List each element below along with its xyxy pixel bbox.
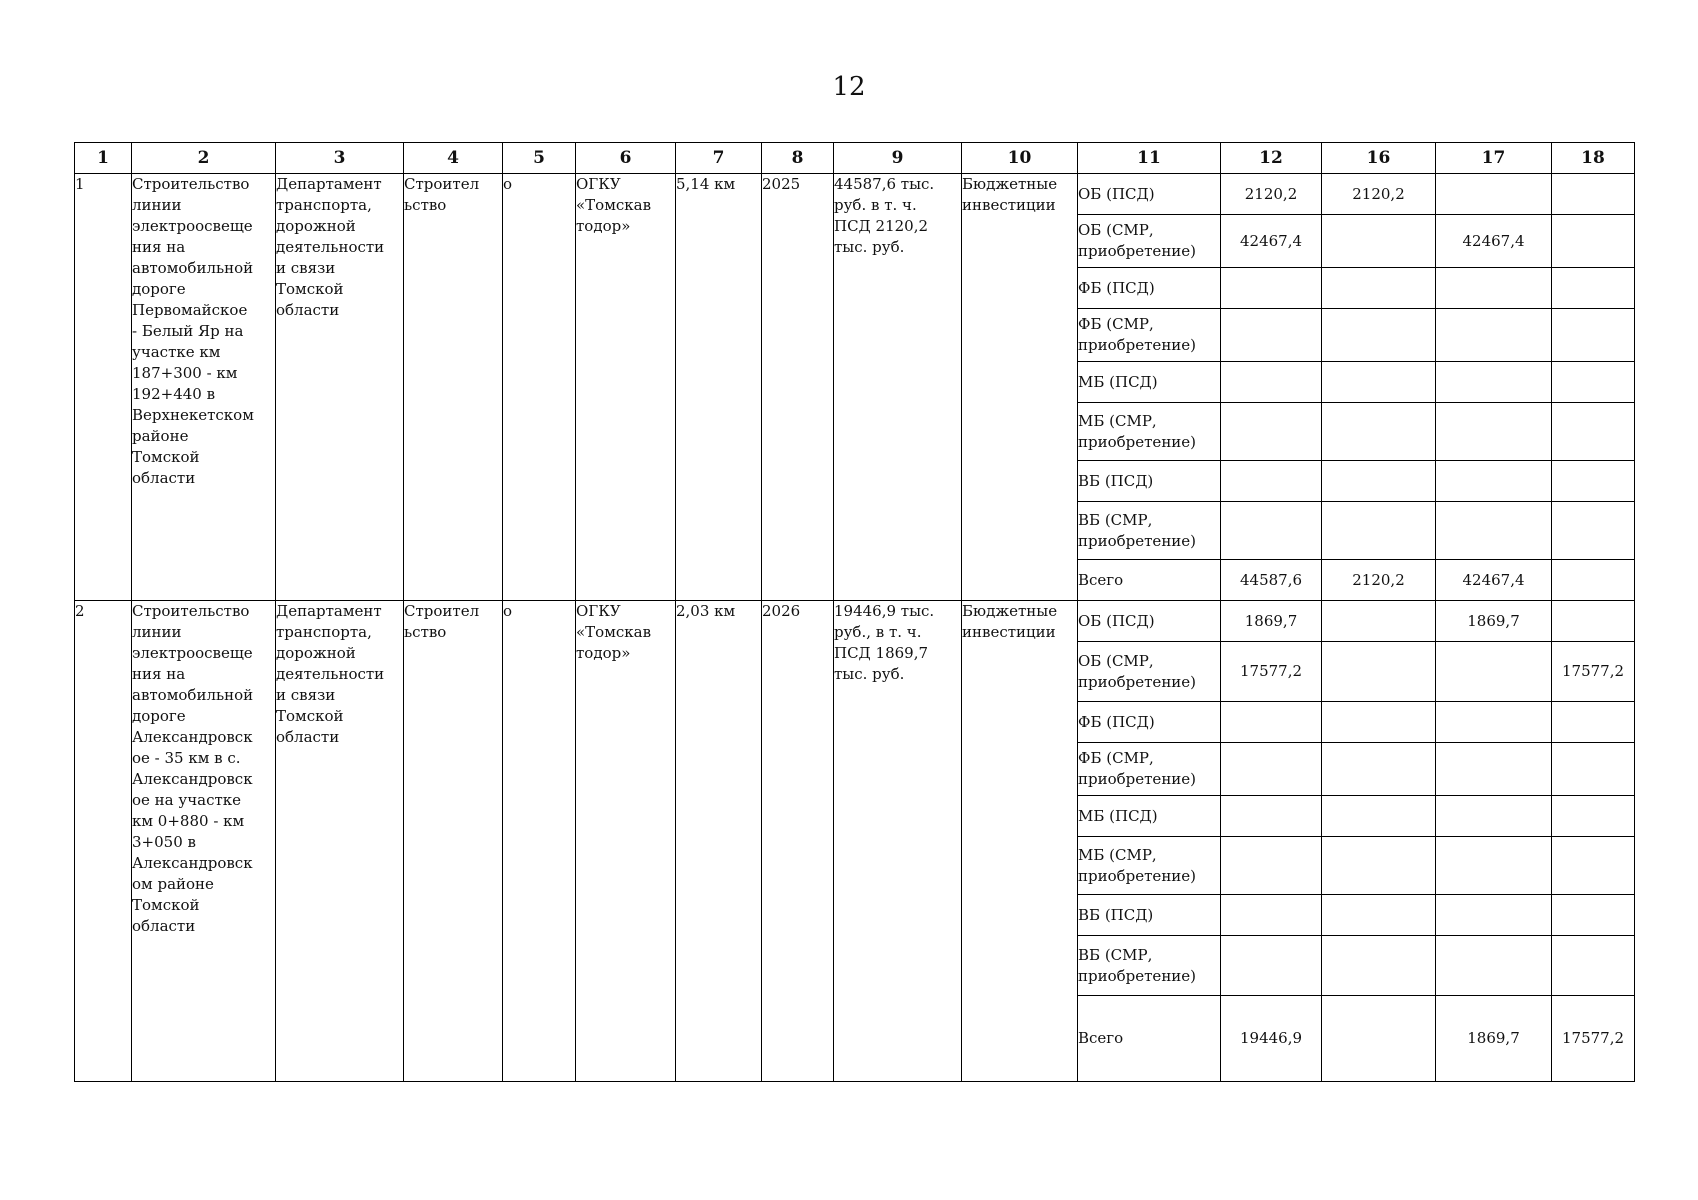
amount-cell-16: [1322, 895, 1436, 936]
amount-cell-16: [1322, 502, 1436, 560]
col-header: 16: [1322, 143, 1436, 174]
amount-cell-18: [1552, 895, 1635, 936]
col-header: 3: [276, 143, 404, 174]
col-header: 17: [1436, 143, 1552, 174]
amount-cell-18: [1552, 743, 1635, 796]
amount-cell-16: [1322, 796, 1436, 837]
funding-source-label: ВБ (СМР, приобретение): [1078, 502, 1221, 560]
col-header: 5: [503, 143, 576, 174]
amount-cell-12: [1221, 936, 1322, 996]
amount-cell-18: [1552, 502, 1635, 560]
col-header: 11: [1078, 143, 1221, 174]
work-type: Строител ьство: [404, 601, 503, 1082]
col-header: 12: [1221, 143, 1322, 174]
capacity: 2,03 км: [676, 601, 762, 1082]
amount-cell-17: [1436, 642, 1552, 702]
amount-cell-12: [1221, 461, 1322, 502]
col-header: 1: [75, 143, 132, 174]
amount-cell-18: [1552, 837, 1635, 895]
amount-cell-16: [1322, 362, 1436, 403]
amount-cell-17: [1436, 403, 1552, 461]
amount-cell-16: 2120,2: [1322, 174, 1436, 215]
amount-cell-17: [1436, 796, 1552, 837]
work-type: Строител ьство: [404, 174, 503, 601]
amount-cell-12: 1869,7: [1221, 601, 1322, 642]
funding-source-label: ОБ (ПСД): [1078, 174, 1221, 215]
investment-form: Бюджетные инвестиции: [962, 601, 1078, 1082]
amount-cell-12: [1221, 502, 1322, 560]
amount-cell-12: [1221, 362, 1322, 403]
col-header: 7: [676, 143, 762, 174]
amount-cell-12: [1221, 895, 1322, 936]
investment-table: [74, 142, 1635, 1082]
amount-cell-12: [1221, 702, 1322, 743]
col5-marker: о: [503, 601, 576, 1082]
funding-source-label: Всего: [1078, 560, 1221, 601]
amount-cell-17: [1436, 837, 1552, 895]
estimated-cost: 19446,9 тыс. руб., в т. ч. ПСД 1869,7 тыс. руб.: [834, 601, 962, 1082]
funding-source-label: ОБ (ПСД): [1078, 601, 1221, 642]
col5-marker: о: [503, 174, 576, 601]
amount-cell-12: 42467,4: [1221, 215, 1322, 268]
amount-cell-17: [1436, 174, 1552, 215]
customer: ОГКУ «Томскав тодор»: [576, 601, 676, 1082]
amount-cell-18: [1552, 362, 1635, 403]
completion-year: 2026: [762, 601, 834, 1082]
funding-source-label: ФБ (ПСД): [1078, 702, 1221, 743]
amount-cell-12: [1221, 837, 1322, 895]
page-number: 12: [832, 72, 866, 102]
col-header: 18: [1552, 143, 1635, 174]
funding-source-label: ФБ (ПСД): [1078, 268, 1221, 309]
table-row: [75, 601, 1635, 642]
amount-cell-16: [1322, 743, 1436, 796]
col-header: 6: [576, 143, 676, 174]
amount-cell-16: [1322, 642, 1436, 702]
amount-cell-16: [1322, 309, 1436, 362]
department: Департамент транспорта, дорожной деятельности и связи Томской области: [276, 601, 404, 1082]
department: Департамент транспорта, дорожной деятельности и связи Томской области: [276, 174, 404, 601]
amount-cell-18: [1552, 560, 1635, 601]
amount-cell-16: [1322, 601, 1436, 642]
amount-cell-17: [1436, 461, 1552, 502]
col-header: 2: [132, 143, 276, 174]
col-header: 10: [962, 143, 1078, 174]
funding-source-label: МБ (ПСД): [1078, 362, 1221, 403]
amount-cell-16: [1322, 702, 1436, 743]
amount-cell-18: 17577,2: [1552, 996, 1635, 1082]
funding-source-label: Всего: [1078, 996, 1221, 1082]
capacity: 5,14 км: [676, 174, 762, 601]
amount-cell-12: 44587,6: [1221, 560, 1322, 601]
amount-cell-12: [1221, 743, 1322, 796]
table-row: [75, 174, 1635, 215]
amount-cell-12: 17577,2: [1221, 642, 1322, 702]
col-header: 4: [404, 143, 503, 174]
amount-cell-17: [1436, 502, 1552, 560]
amount-cell-18: [1552, 403, 1635, 461]
amount-cell-17: [1436, 702, 1552, 743]
amount-cell-17: [1436, 362, 1552, 403]
amount-cell-16: [1322, 936, 1436, 996]
amount-cell-18: [1552, 461, 1635, 502]
header-row: [75, 143, 1635, 174]
amount-cell-18: [1552, 796, 1635, 837]
amount-cell-12: [1221, 309, 1322, 362]
amount-cell-17: [1436, 895, 1552, 936]
amount-cell-12: 19446,9: [1221, 996, 1322, 1082]
funding-source-label: МБ (ПСД): [1078, 796, 1221, 837]
funding-source-label: ФБ (СМР, приобретение): [1078, 743, 1221, 796]
amount-cell-18: 17577,2: [1552, 642, 1635, 702]
amount-cell-16: [1322, 215, 1436, 268]
funding-source-label: ВБ (ПСД): [1078, 895, 1221, 936]
amount-cell-16: [1322, 837, 1436, 895]
amount-cell-18: [1552, 936, 1635, 996]
amount-cell-12: [1221, 796, 1322, 837]
funding-source-label: ВБ (ПСД): [1078, 461, 1221, 502]
amount-cell-16: [1322, 461, 1436, 502]
col-header: 9: [834, 143, 962, 174]
funding-source-label: ОБ (СМР, приобретение): [1078, 642, 1221, 702]
amount-cell-16: 2120,2: [1322, 560, 1436, 601]
estimated-cost: 44587,6 тыс. руб. в т. ч. ПСД 2120,2 тыс. руб.: [834, 174, 962, 601]
amount-cell-17: [1436, 936, 1552, 996]
amount-cell-18: [1552, 601, 1635, 642]
object-name: Строительство линии электроосвеще ния на автомобильной дороге Александровск ое - 35 км в с. Александровск ое на участке км 0+880 - км 3+050 в Александровск ом районе Томской области: [132, 601, 276, 1082]
amount-cell-18: [1552, 309, 1635, 362]
amount-cell-17: 42467,4: [1436, 215, 1552, 268]
amount-cell-17: [1436, 268, 1552, 309]
amount-cell-17: 1869,7: [1436, 601, 1552, 642]
amount-cell-17: [1436, 309, 1552, 362]
object-number: 1: [75, 174, 132, 601]
funding-source-label: ФБ (СМР, приобретение): [1078, 309, 1221, 362]
table-body: [75, 174, 1635, 1082]
amount-cell-18: [1552, 268, 1635, 309]
amount-cell-18: [1552, 174, 1635, 215]
funding-source-label: МБ (СМР, приобретение): [1078, 837, 1221, 895]
amount-cell-12: 2120,2: [1221, 174, 1322, 215]
funding-source-label: ОБ (СМР, приобретение): [1078, 215, 1221, 268]
funding-source-label: ВБ (СМР, приобретение): [1078, 936, 1221, 996]
col-header: 8: [762, 143, 834, 174]
amount-cell-18: [1552, 702, 1635, 743]
amount-cell-17: 1869,7: [1436, 996, 1552, 1082]
completion-year: 2025: [762, 174, 834, 601]
object-name: Строительство линии электроосвеще ния на автомобильной дороге Первомайское - Белый Яр на участке км 187+300 - км 192+440 в Верхнекетском районе Томской области: [132, 174, 276, 601]
amount-cell-12: [1221, 403, 1322, 461]
customer: ОГКУ «Томскав тодор»: [576, 174, 676, 601]
object-number: 2: [75, 601, 132, 1082]
amount-cell-12: [1221, 268, 1322, 309]
amount-cell-16: [1322, 996, 1436, 1082]
amount-cell-18: [1552, 215, 1635, 268]
amount-cell-17: [1436, 743, 1552, 796]
funding-source-label: МБ (СМР, приобретение): [1078, 403, 1221, 461]
amount-cell-16: [1322, 268, 1436, 309]
investment-form: Бюджетные инвестиции: [962, 174, 1078, 601]
amount-cell-16: [1322, 403, 1436, 461]
amount-cell-17: 42467,4: [1436, 560, 1552, 601]
